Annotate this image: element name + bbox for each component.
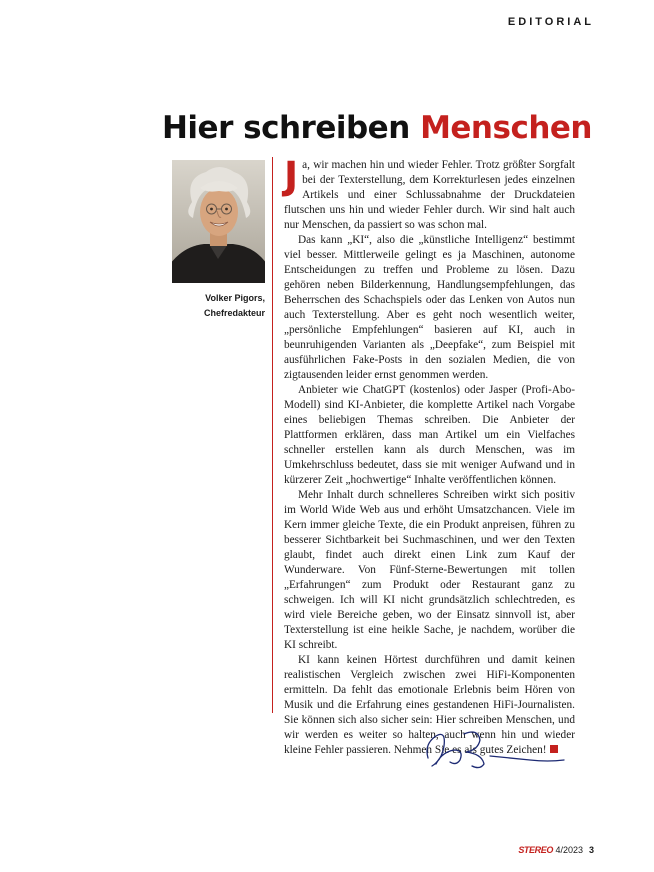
signature (420, 720, 570, 780)
paragraph-1 (284, 154, 575, 233)
section-label: EDITORIAL (507, 16, 594, 28)
author-caption (172, 291, 265, 321)
headline (162, 110, 592, 146)
dropcap: J (284, 154, 299, 198)
paragraph-3: Anbieter wie ChatGPT (kostenlos) oder Jasper (Profi-Abo-Modell) sind KI-Anbieter, die komplette Artikel nach Vorgabe eines beliebigen Themas schreiben. Die Anbieter der Plattformen erklären, dass man Artikel um ein Vielfaches schneller erstellen kann als durch Menschen, was im Umkehrschluss bedeutet, dass sie mit weniger Aufwand und in kürzerer Zeit „hochwertige“ Inhalte veröffentlichen können. (284, 384, 575, 486)
article-body (284, 154, 575, 758)
paragraph-2: Das kann „KI“, also die „künstliche Intelligenz“ bestimmt viel besser. Mittlerweile gelingt es ja Maschinen, autonome Entscheidungen zu treffen und Probleme zu lösen. Dazu gehören neben Bilderkennung, Handlungsempfehlungen, das Beherrschen des Schachspiels oder das Lenken von Autos nun auch Texterstellung. Aber es geht noch wesentlich weiter, „persönliche Empfehlungen“ basieren auf KI, auch in beunruhigenden Varianten als „Deepfake“, zum Beispiel mit ausführlichen Fake-Posts in den sozialen Medien, die von zigtausenden leider ernst genommen werden. (284, 234, 575, 381)
signature-illustration (420, 720, 570, 780)
author-role: Chefredakteur (203, 308, 265, 318)
headline-accent: Menschen (420, 110, 592, 146)
paragraph-5-text: KI kann keinen Hörtest durchführen und damit keinen realistischen Vergleich zwischen zwei HiFi-Komponenten ermitteln. Da fehlt das emotionale Erlebnis beim Hören von Musik und die Erfahrung eines gestandenen HiFi-Journalisten. Sie können sich also sicher sein: Hier schreiben Menschen, und wir werden es weiter so halten, auch wenn hin und wieder kleine Fehler passieren. Nehmen Sie es als gutes Zeichen! (284, 654, 575, 756)
paragraph-4: Mehr Inhalt durch schnelleres Schreiben wirkt sich positiv im World Wide Web aus und erhöht Umsatzchancen. Viele im Kern immer gleiche Texte, die ein Produkt anpreisen, führen zu besserer Sichtbarkeit bei Suchmaschinen, und wer den Texten glaubt, findet auch direkt einen Link zum Kauf der Wunderware. Von Fünf-Sterne-Bewertungen mit tollen „Erfahrungen“ zum Produkt oder Restaurant ganz zu schweigen. Ich will KI nicht grundsätzlich schlechtreden, es wird viele Bereiche geben, wo der Einsatz sinnvoll ist, aber Texterstellung ist eine heikle Sache, je nachdem, worüber die KI schreibt. (284, 489, 575, 651)
author-portrait (172, 160, 265, 283)
author-photo-illustration (172, 160, 265, 283)
page-footer (518, 845, 594, 855)
footer-issue: 4/2023 (555, 845, 583, 855)
author-name: Volker Pigors, (205, 293, 265, 303)
paragraph-1-text: a, wir machen hin und wieder Fehler. Trotz größter Sorgfalt bei der Texterstellung, dem Korrekturlesen jedes einzelnen Artikels und einer Schlussabnahme der Druckdateien flutschen uns hin und wieder Fehler durch. Wir sind halt auch nur Menschen, da passiert so was schon mal. (284, 159, 575, 231)
column-rule (272, 157, 273, 713)
headline-part-1: Hier schreiben (161, 110, 421, 146)
page-number: 3 (588, 845, 594, 855)
footer-brand: STEREO (518, 845, 553, 855)
